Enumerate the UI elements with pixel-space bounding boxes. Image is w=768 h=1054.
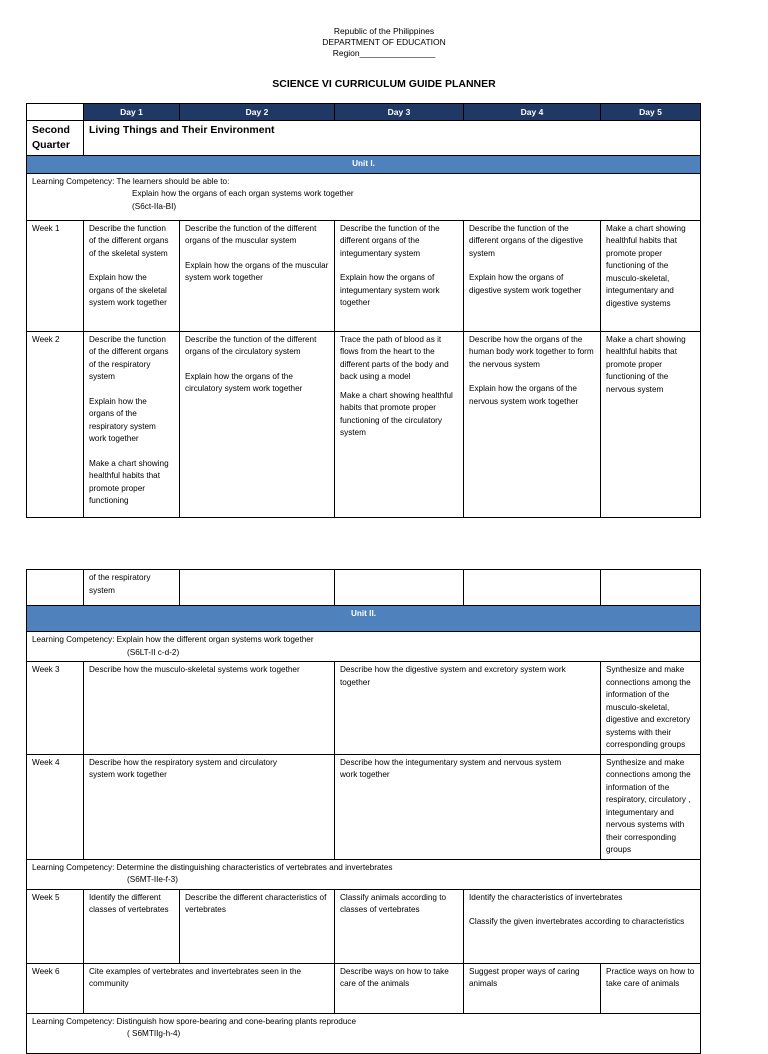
unit1-banner: Unit I. (27, 156, 701, 174)
lc4-row (27, 1013, 701, 1053)
week5-row (27, 889, 701, 963)
week1-day3-item: Explain how the organs of integumentary system work together (340, 273, 440, 307)
week1-row (27, 220, 701, 331)
week2-day3 (335, 331, 464, 517)
blank-corner-cell (27, 104, 84, 121)
week4-row (27, 754, 701, 859)
week6-day5: Practice ways on how to take care of animals (601, 963, 701, 1013)
day-3-header: Day 3 (335, 104, 464, 121)
week3-row (27, 662, 701, 755)
week3-label: Week 3 (27, 662, 84, 755)
week2-day3-item: Trace the path of blood as it flows from the heart to the different parts of the body and back using a model (340, 334, 449, 381)
unit2-competency-code: (S6LT-II c-d-2) (127, 647, 180, 657)
week1-day1-item: Explain how the organs of the skeletal system work together (89, 273, 167, 307)
day-5-header: Day 5 (601, 104, 701, 121)
week2-continued-row (27, 570, 701, 606)
week5-day2: Describe the different characteristics of vertebrates (180, 889, 335, 963)
week6-day3: Describe ways on how to take care of the animals (335, 963, 464, 1013)
unit1-competency (27, 173, 701, 220)
week2-label: Week 2 (27, 331, 84, 517)
unit2-row (27, 606, 701, 632)
document-header (0, 26, 768, 59)
day-1-header: Day 1 (84, 104, 180, 121)
competency-code: (S6ct-IIa-BI) (132, 201, 177, 211)
week2-day1-item: Make a chart showing healthful habits that promote proper functioning (89, 458, 169, 505)
week2-day2-item: Describe the function of the different organs of the circulatory system (185, 334, 317, 356)
week5-days-4-5 (464, 889, 701, 963)
week4-day-5: Synthesize and make connections among the information of the respiratory, circulatory , integumentary and nervous systems with their corresponding groups (601, 754, 701, 859)
week1-day1 (84, 220, 180, 331)
week1-day1-item: Describe the function of the different organs of the skeletal system (89, 223, 169, 258)
week6-day4: Suggest proper ways of caring animals (464, 963, 601, 1013)
week5-day1: Identify the different classes of vertebrates (84, 889, 180, 963)
week1-day2-item: Explain how the organs of the muscular system work together (185, 260, 329, 282)
theme-title: Living Things and Their Environment (84, 121, 701, 156)
week1-day2 (180, 220, 335, 331)
week3-days-3-4: Describe how the digestive system and excretory system work together (335, 662, 601, 755)
week2-day3-item: Make a chart showing healthful habits that promote proper functioning of the circulatory system (340, 390, 453, 437)
week2-row (27, 331, 701, 517)
lc4-code: ( S6MTIIg-h-4) (127, 1029, 181, 1038)
week6-row (27, 963, 701, 1013)
week2-day1-item: Describe the function of the different organs of the respiratory system (89, 334, 169, 381)
week2-day4-item: Explain how the organs of the nervous system work together (469, 384, 579, 406)
day-header-row (27, 104, 701, 121)
planner-table-page2 (26, 569, 701, 1054)
lc4-text: Learning Competency: Distinguish how spore-bearing and cone-bearing plants reproduce (32, 1016, 357, 1026)
week5-item: Classify the given invertebrates according to characteristics (469, 917, 685, 926)
week2-day2-item: Explain how the organs of the circulatory system work together (185, 371, 303, 393)
day-2-header: Day 2 (180, 104, 335, 121)
competency-intro: Learning Competency: The learners should be able to: (32, 176, 230, 186)
week4-days-1-2: Describe how the respiratory system and circulatory system work together (84, 754, 335, 859)
week2-day2 (180, 331, 335, 517)
week5-item: Identify the characteristics of invertebrates (469, 892, 623, 902)
unit1-competency-row (27, 173, 701, 220)
week1-day2-item: Describe the function of the different organs of the muscular system (185, 223, 317, 245)
document-title: SCIENCE VI CURRICULUM GUIDE PLANNER (272, 78, 496, 90)
lc3-code: (S6MT-IIe-f-3) (127, 875, 178, 884)
week1-label: Week 1 (27, 220, 84, 331)
quarter-row (27, 121, 701, 156)
week2-continued-text: of the respiratory system (84, 570, 180, 606)
unit2-competency-row (27, 632, 701, 662)
header-department: DEPARTMENT OF EDUCATION (322, 37, 446, 47)
lc3-row (27, 859, 701, 889)
week2-day4-item: Describe how the organs of the human body work together to form the nervous system (469, 334, 594, 369)
week6-label: Week 6 (27, 963, 84, 1013)
week4-days-3-4: Describe how the integumentary system and nervous system work together (335, 754, 601, 859)
header-region: Region________________ (332, 48, 436, 58)
week1-day3-item: Describe the function of the different organs of the integumentary system (340, 223, 440, 258)
unit2-banner: Unit II. (27, 606, 701, 632)
week1-day4-item: Describe the function of the different organs of the digestive system (469, 223, 584, 258)
planner-table-page1 (26, 103, 701, 518)
unit2-competency-text: Learning Competency: Explain how the different organ systems work together (32, 635, 314, 644)
week5-day3: Classify animals according to classes of vertebrates (335, 889, 464, 963)
week2-day4 (464, 331, 601, 517)
unit2-competency (27, 632, 701, 662)
competency-text: Explain how the organs of each organ systems work together (132, 189, 354, 198)
week3-day-5: Synthesize and make connections among the information of the musculo-skeletal, digestive and excretory systems with their corresponding groups (601, 662, 701, 755)
week1-day4 (464, 220, 601, 331)
week2-day1 (84, 331, 180, 517)
week2-day1-item: Explain how the organs of the respiratory system work together (89, 396, 156, 443)
week5-label: Week 5 (27, 889, 84, 963)
header-republic: Republic of the Philippines (333, 26, 435, 36)
week1-day3 (335, 220, 464, 331)
week4-label: Week 4 (27, 754, 84, 859)
week1-day4-item: Explain how the organs of digestive system work together (469, 273, 582, 295)
lc3-text: Learning Competency: Determine the distinguishing characteristics of vertebrates and invertebrates (32, 862, 393, 872)
day-4-header: Day 4 (464, 104, 601, 121)
lc3-competency (27, 859, 701, 889)
unit1-row (27, 156, 701, 174)
week6-days-1-2: Cite examples of vertebrates and invertebrates seen in the community (84, 963, 335, 1013)
week3-days-1-2: Describe how the musculo-skeletal systems work together (84, 662, 335, 755)
quarter-label: Second Quarter (27, 121, 84, 156)
week1-day5: Make a chart showing healthful habits that promote proper functioning of the musculo-skeletal, integumentary and digestive systems (601, 220, 701, 331)
week2-day5: Make a chart showing healthful habits that promote proper functioning of the nervous system (601, 331, 701, 517)
lc4-competency (27, 1013, 701, 1053)
